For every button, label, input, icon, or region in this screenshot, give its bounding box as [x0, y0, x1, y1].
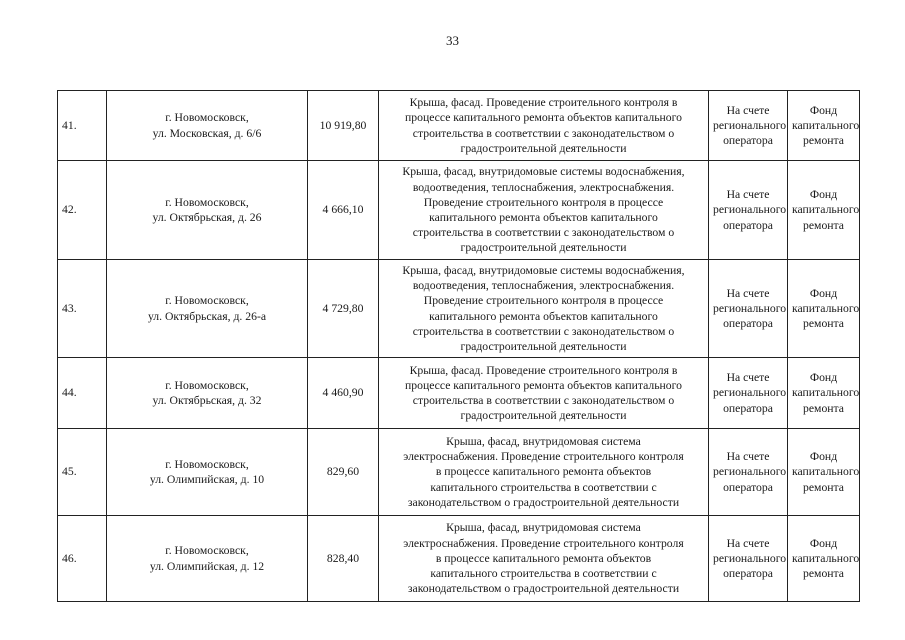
- address-line: г. Новомосковск,: [165, 195, 249, 209]
- table-row: [58, 260, 860, 358]
- address-line: г. Новомосковск,: [165, 544, 249, 558]
- address-line: ул. Олимпийская, д. 12: [149, 559, 265, 573]
- address-line: ул. Олимпийская, д. 10: [149, 473, 265, 486]
- address-cell: [107, 516, 308, 602]
- account-line: оператора: [723, 134, 773, 148]
- cost-cell: 829,60: [308, 429, 379, 516]
- works-line: капитального строительства в соответствии с: [430, 567, 657, 581]
- source-line: капитального: [792, 301, 860, 315]
- account-cell: [709, 429, 788, 516]
- works-line: электроснабжения. Проведение строительного контроля: [403, 536, 684, 550]
- source-line: Фонд: [809, 103, 838, 117]
- source-line: ремонта: [803, 480, 844, 494]
- works-line: процессе капитального ремонта объектов капитального: [405, 378, 682, 392]
- account-line: оператора: [723, 480, 773, 494]
- account-cell: [709, 358, 788, 429]
- works-line: законодательством о градостроительной деятельности: [407, 495, 680, 509]
- works-line: законодательством о градостроительной деятельности: [407, 582, 680, 596]
- works-line: градостроительной деятельности: [460, 241, 627, 255]
- source-cell: [788, 429, 860, 516]
- works-line: электроснабжения. Проведение строительного контроля: [403, 450, 684, 464]
- works-cell: [379, 429, 709, 516]
- works-line: водоотведения, теплоснабжения, электроснабжения.: [412, 180, 675, 194]
- address-cell: [107, 91, 308, 161]
- works-line: Крыша, фасад, внутридомовые системы водоснабжения,: [402, 165, 685, 179]
- table-row: [58, 516, 860, 602]
- source-line: ремонта: [803, 401, 844, 415]
- account-cell: [709, 161, 788, 260]
- address-line: ул. Московская, д. 6/6: [152, 126, 262, 140]
- row-index: 46.: [58, 516, 107, 602]
- row-index: 43.: [58, 260, 107, 358]
- address-line: г. Новомосковск,: [165, 294, 249, 308]
- account-line: регионального: [713, 118, 787, 132]
- works-line: Крыша, фасад. Проведение строительного контроля в: [409, 96, 678, 110]
- account-line: регионального: [713, 551, 787, 565]
- cost-cell: 828,40: [308, 516, 379, 602]
- account-cell: [709, 91, 788, 161]
- works-line: градостроительной деятельности: [460, 409, 627, 423]
- repair-works-table: [57, 90, 860, 602]
- works-cell: [379, 516, 709, 602]
- works-cell: [379, 91, 709, 161]
- address-line: ул. Октябрьская, д. 26-а: [147, 309, 267, 323]
- account-line: оператора: [723, 567, 773, 581]
- source-cell: [788, 161, 860, 260]
- works-line: Проведение строительного контроля в процессе: [423, 195, 664, 209]
- source-line: Фонд: [809, 188, 838, 202]
- works-line: Крыша, фасад, внутридомовые системы водоснабжения,: [402, 263, 685, 277]
- page-number: 33: [446, 33, 459, 48]
- works-line: капитального ремонта объектов капитального: [429, 211, 658, 224]
- source-line: Фонд: [809, 371, 838, 385]
- account-line: регионального: [713, 465, 787, 479]
- works-line: капитального строительства в соответствии с: [430, 480, 657, 494]
- source-line: Фонд: [809, 536, 838, 550]
- works-line: Крыша, фасад, внутридомовая система: [446, 434, 641, 448]
- works-line: строительства в соответствии с законодательством о: [412, 226, 675, 240]
- works-line: в процессе капитального ремонта объектов: [435, 551, 652, 565]
- source-cell: [788, 516, 860, 602]
- works-line: градостроительной деятельности: [460, 339, 627, 353]
- cost-cell: 10 919,80: [308, 91, 379, 161]
- source-cell: [788, 260, 860, 358]
- works-line: Проведение строительного контроля в процессе: [423, 294, 664, 308]
- account-cell: [709, 260, 788, 358]
- source-line: Фонд: [809, 286, 838, 300]
- account-line: оператора: [723, 218, 773, 232]
- works-line: градостроительной деятельности: [460, 141, 627, 155]
- source-line: ремонта: [803, 317, 844, 331]
- table-row: [58, 161, 860, 260]
- source-line: капитального: [792, 386, 860, 400]
- table-row: [58, 429, 860, 516]
- works-cell: [379, 161, 709, 260]
- account-line: регионального: [713, 301, 787, 315]
- address-line: г. Новомосковск,: [165, 378, 249, 392]
- source-line: ремонта: [803, 218, 844, 232]
- source-line: ремонта: [803, 134, 844, 148]
- account-line: оператора: [723, 317, 773, 331]
- address-line: г. Новомосковск,: [165, 457, 249, 471]
- works-line: строительства в соответствии с законодательством о: [412, 126, 675, 140]
- address-line: ул. Октябрьская, д. 26: [152, 211, 262, 224]
- source-line: капитального: [792, 465, 860, 479]
- cost-cell: 4 666,10: [308, 161, 379, 260]
- works-line: Крыша, фасад. Проведение строительного контроля в: [409, 363, 678, 377]
- source-line: капитального: [792, 551, 860, 565]
- table-row: [58, 358, 860, 429]
- works-line: капитального ремонта объектов капитального: [429, 309, 658, 323]
- works-cell: [379, 260, 709, 358]
- source-line: капитального: [792, 203, 860, 217]
- address-line: ул. Октябрьская, д. 32: [152, 394, 262, 407]
- row-index: 42.: [58, 161, 107, 260]
- account-line: На счете: [726, 371, 770, 385]
- row-index: 44.: [58, 358, 107, 429]
- account-line: На счете: [726, 536, 770, 550]
- account-line: регионального: [713, 203, 787, 217]
- source-cell: [788, 358, 860, 429]
- works-line: строительства в соответствии с законодательством о: [412, 394, 675, 407]
- address-cell: [107, 161, 308, 260]
- address-cell: [107, 429, 308, 516]
- account-line: На счете: [726, 286, 770, 300]
- source-line: капитального: [792, 118, 860, 132]
- address-line: г. Новомосковск,: [165, 111, 249, 125]
- row-index: 45.: [58, 429, 107, 516]
- address-cell: [107, 358, 308, 429]
- works-cell: [379, 358, 709, 429]
- cost-cell: 4 729,80: [308, 260, 379, 358]
- address-cell: [107, 260, 308, 358]
- works-line: Крыша, фасад, внутридомовая система: [446, 521, 641, 535]
- account-line: оператора: [723, 401, 773, 415]
- account-line: На счете: [726, 188, 770, 202]
- account-line: регионального: [713, 386, 787, 400]
- source-line: ремонта: [803, 567, 844, 581]
- table-row: [58, 91, 860, 161]
- row-index: 41.: [58, 91, 107, 161]
- works-line: водоотведения, теплоснабжения, электроснабжения.: [412, 279, 675, 293]
- source-line: Фонд: [809, 450, 838, 464]
- account-line: На счете: [726, 450, 770, 464]
- cost-cell: 4 460,90: [308, 358, 379, 429]
- works-line: в процессе капитального ремонта объектов: [435, 465, 652, 479]
- source-cell: [788, 91, 860, 161]
- account-cell: [709, 516, 788, 602]
- works-line: строительства в соответствии с законодательством о: [412, 324, 675, 338]
- account-line: На счете: [726, 103, 770, 117]
- works-line: процессе капитального ремонта объектов капитального: [405, 111, 682, 125]
